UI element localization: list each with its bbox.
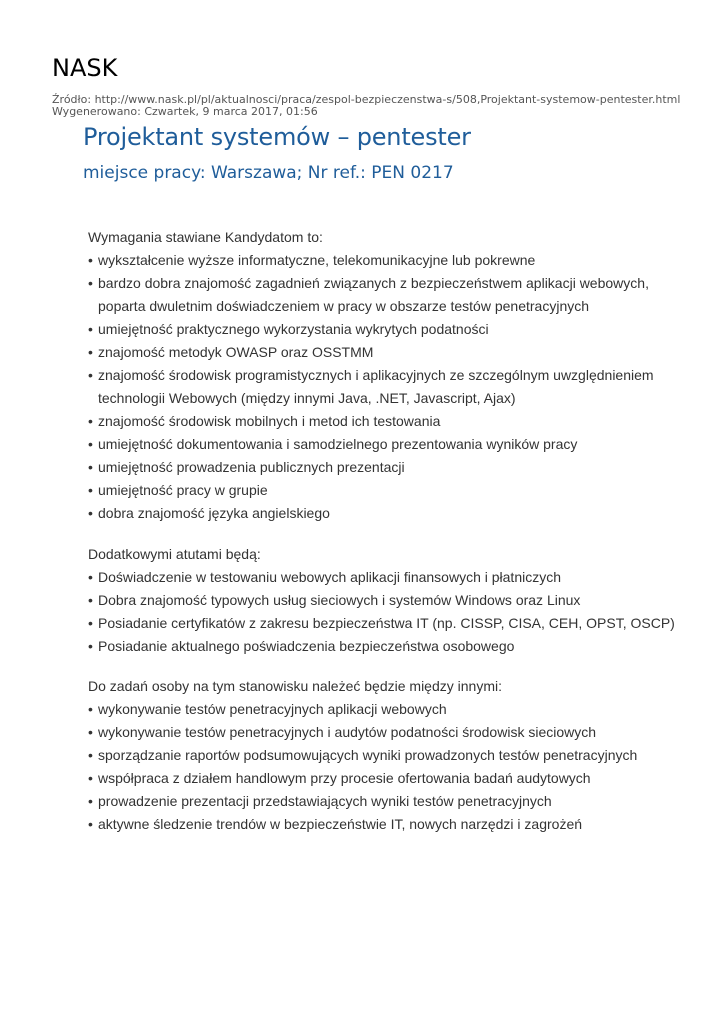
duties-intro: Do zadań osoby na tym stanowisku należeć będzie między innymi: [88,678,502,694]
list-item-text: Doświadczenie w testowaniu webowych aplikacji finansowych i płatniczych [98,569,561,585]
document-meta [52,94,680,118]
bullet-icon: • [88,816,93,832]
list-item [88,566,688,589]
list-item [88,318,688,341]
list-item-text: Posiadanie certyfikatów z zakresu bezpieczeństwa IT (np. CISSP, CISA, CEH, OPST, OSCP) [98,615,675,631]
generated-date: Wygenerowano: Czwartek, 9 marca 2017, 01:56 [52,105,318,118]
requirements-list [88,249,688,525]
list-item-text: aktywne śledzenie trendów w bezpieczeństwie IT, nowych narzędzi i zagrożeń [98,816,583,832]
bullet-icon: • [88,592,93,608]
bullet-icon: • [88,505,93,521]
list-item [88,341,688,364]
list-item-text: Posiadanie aktualnego poświadczenia bezpieczeństwa osobowego [98,638,515,654]
list-item [88,410,688,433]
page-title: Projektant systemów – pentester [83,123,471,151]
list-item [88,767,688,790]
list-item-text: znajomość metodyk OWASP oraz OSSTMM [98,344,374,360]
list-item-text: dobra znajomość języka angielskiego [98,505,330,521]
list-item-text: znajomość środowisk mobilnych i metod ich testowania [98,413,441,429]
list-item-text: współpraca z działem handlowym przy procesie ofertowania badań audytowych [98,770,591,786]
bullet-icon: • [88,344,93,360]
list-item-text: sporządzanie raportów podsumowujących wyniki prowadzonych testów penetracyjnych [98,747,638,763]
advantages-list [88,566,688,658]
list-item [88,433,688,456]
list-item [88,813,688,836]
bullet-icon: • [88,275,93,291]
bullet-icon: • [88,569,93,585]
list-item [88,456,688,479]
list-item-text: znajomość środowisk programistycznych i aplikacyjnych ze szczególnym uwzględnieniem technologii Webowych (między innymi Java, .NET, Javascript, Ajax) [98,367,654,406]
duties-list [88,698,688,836]
list-item [88,744,688,767]
bullet-icon: • [88,615,93,631]
source-url: Źródło: http://www.nask.pl/pl/aktualnosci/praca/zespol-bezpieczenstwa-s/508,Projektant-systemow-pentester.html [52,93,681,106]
list-item-text: wykonywanie testów penetracyjnych i audytów podatności środowisk sieciowych [98,724,597,740]
bullet-icon: • [88,436,93,452]
list-item-text: wykształcenie wyższe informatyczne, telekomunikacyjne lub pokrewne [98,252,536,268]
list-item [88,589,688,612]
list-item [88,479,688,502]
list-item-text: prowadzenie prezentacji przedstawiających wyniki testów penetracyjnych [98,793,552,809]
bullet-icon: • [88,724,93,740]
list-item [88,364,688,410]
list-item [88,790,688,813]
bullet-icon: • [88,747,93,763]
bullet-icon: • [88,321,93,337]
list-item [88,502,688,525]
job-description [88,226,688,836]
bullet-icon: • [88,793,93,809]
bullet-icon: • [88,252,93,268]
advantages-intro: Dodatkowymi atutami będą: [88,546,261,562]
list-item-text: umiejętność dokumentowania i samodzielnego prezentowania wyników pracy [98,436,578,452]
list-item-text: wykonywanie testów penetracyjnych aplikacji webowych [98,701,447,717]
bullet-icon: • [88,638,93,654]
list-item-text: umiejętność prowadzenia publicznych prezentacji [98,459,405,475]
list-item-text: umiejętność praktycznego wykorzystania wykrytych podatności [98,321,489,337]
list-item-text: bardzo dobra znajomość zagadnień związanych z bezpieczeństwem aplikacji webowych, poparta dwuletnim doświadczeniem w pracy w obszarze testów penetracyjnych [98,275,649,314]
list-item [88,721,688,744]
job-location-reference: miejsce pracy: Warszawa; Nr ref.: PEN 0217 [83,163,454,183]
requirements-intro: Wymagania stawiane Kandydatom to: [88,229,323,245]
bullet-icon: • [88,459,93,475]
list-item [88,249,688,272]
list-item [88,272,688,318]
bullet-icon: • [88,367,93,383]
bullet-icon: • [88,701,93,717]
bullet-icon: • [88,770,93,786]
bullet-icon: • [88,482,93,498]
bullet-icon: • [88,413,93,429]
list-item [88,612,688,635]
list-item [88,635,688,658]
list-item-text: umiejętność pracy w grupie [98,482,268,498]
list-item [88,698,688,721]
site-name: NASK [52,54,118,82]
list-item-text: Dobra znajomość typowych usług sieciowych i systemów Windows oraz Linux [98,592,581,608]
